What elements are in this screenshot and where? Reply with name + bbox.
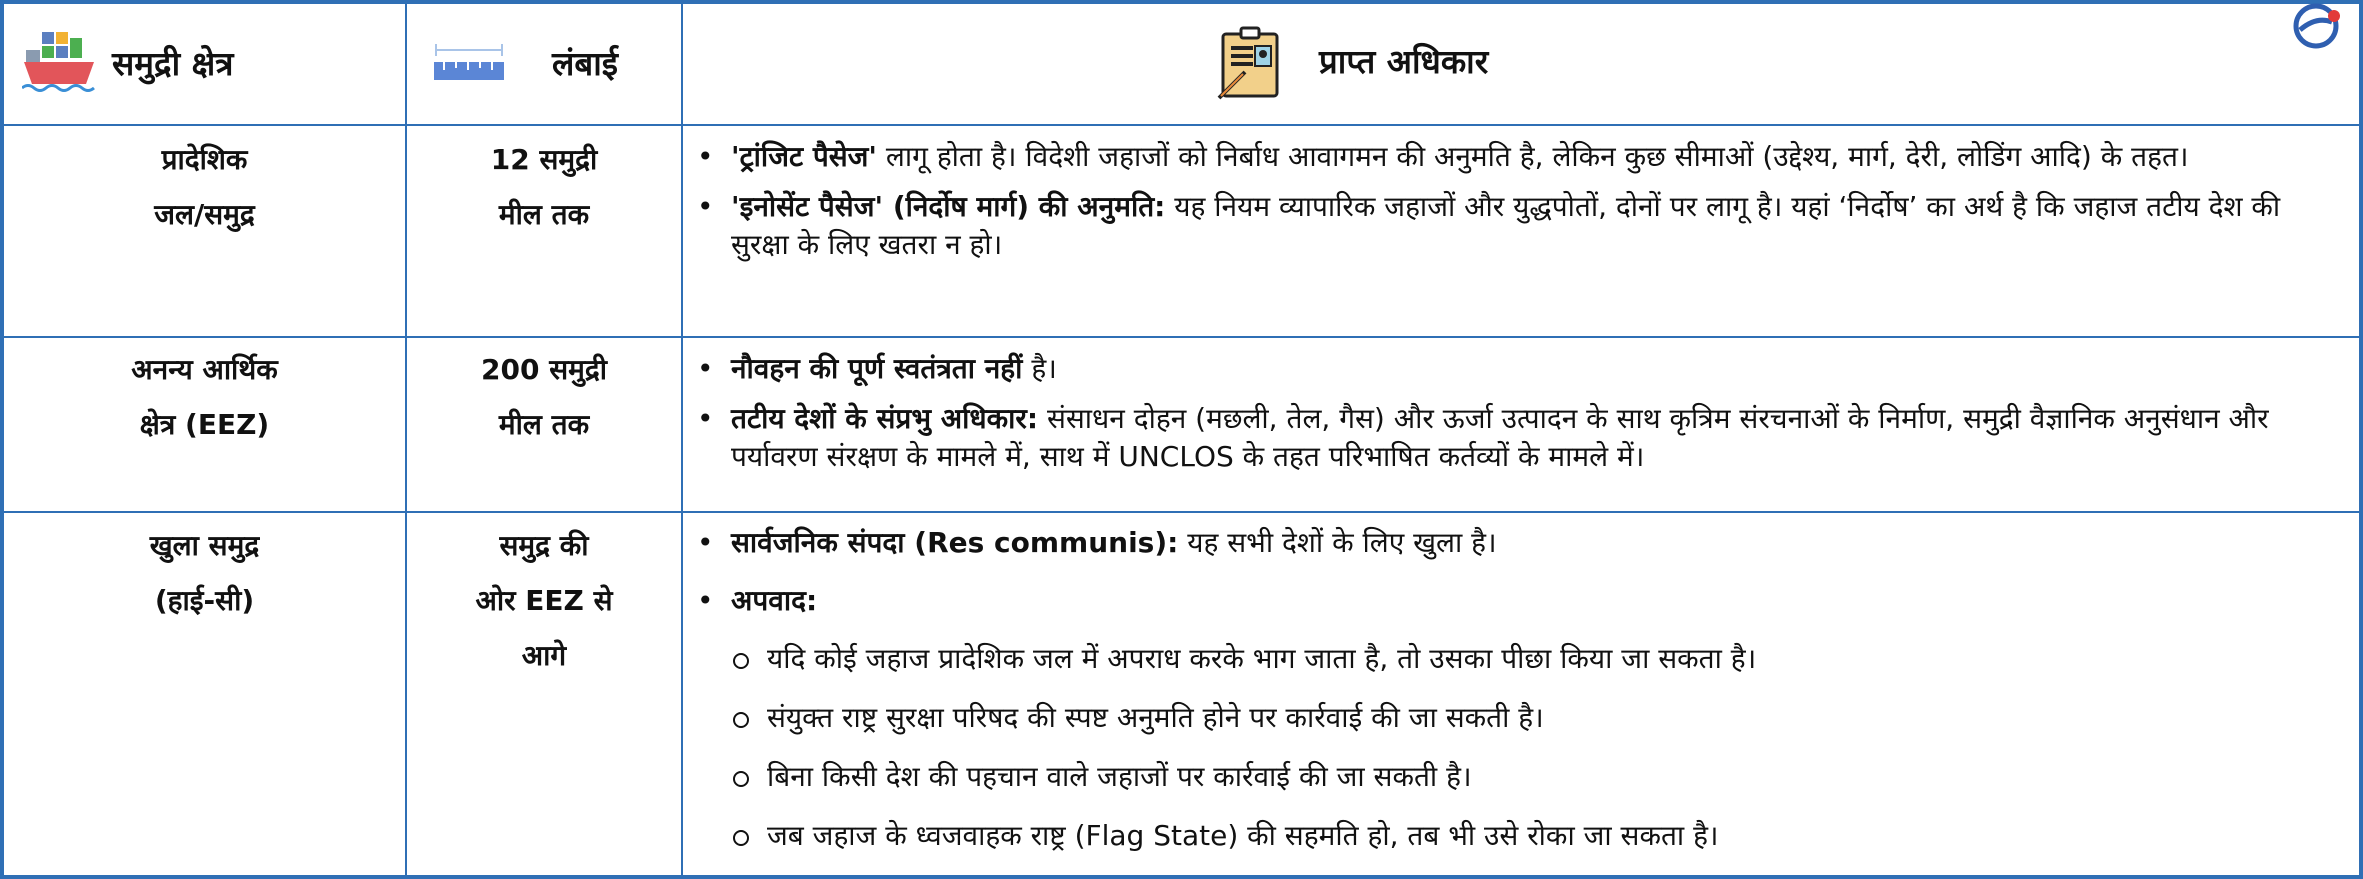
circle-bullet-icon <box>733 653 749 669</box>
list-item: • नौवहन की पूर्ण स्वतंत्रता नहीं है। <box>697 352 1057 385</box>
row-divider <box>0 336 2363 338</box>
sub-list-item <box>683 817 2343 876</box>
header-length <box>432 38 672 98</box>
bullet-bold: नौवहन की पूर्ण स्वतंत्रता नहीं <box>731 352 1023 385</box>
header-rights-label: प्राप्त अधिकार <box>1319 42 1489 81</box>
length-line: मील तक <box>498 408 590 441</box>
bullet-bold: तटीय देशों के संप्रभु अधिकार: <box>731 402 1039 435</box>
row1-length <box>407 132 681 242</box>
zone-line: खुला समुद्र <box>149 529 260 562</box>
sub-list-item <box>683 758 2343 817</box>
list-item: • तटीय देशों के संप्रभु अधिकार: संसाधन दोहन (मछली, तेल, गैस) और ऊर्जा उत्पादन के साथ कृत्रिम संरचनाओं के निर्माण, समुद्री वैज्ञानिक अनुसंधान और पर्यावरण संरक्षण के मामले में, साथ में UNCLOS के तहत परिभाषित कर्तव्यों के मामले में। <box>697 402 2269 473</box>
bullet-text: है। <box>1022 352 1057 385</box>
sub-bullet-text: यदि कोई जहाज प्रादेशिक जल में अपराध करके भाग जाता है, तो उसका पीछा किया जा सकता है। <box>767 642 1757 675</box>
row2-rights <box>683 350 2343 488</box>
row1-rights <box>683 138 2343 276</box>
list-item: • सार्वजनिक संपदा (Res communis): यह सभी देशों के लिए खुला है। <box>697 526 1497 559</box>
bullet-text: यह नियम व्यापारिक जहाजों और युद्धपोतों, दोनों पर लागू है। यहां ‘निर्दोष’ का अर्थ है कि जहाज तटीय देश की सुरक्षा के लिए खतरा न हो। <box>731 190 2281 261</box>
bullet-bold: 'ट्रांजिट पैसेज' <box>731 140 878 173</box>
ruler-icon <box>432 42 506 84</box>
zone-line: जल/समुद्र <box>154 198 255 231</box>
length-line: आगे <box>521 639 567 672</box>
list-item: • 'इनोसेंट पैसेज' (निर्दोष मार्ग) की अनुमति: यह नियम व्यापारिक जहाजों और युद्धपोतों, दोनों पर लागू है। यहां ‘निर्दोष’ का अर्थ है कि जहाज तटीय देश की सुरक्षा के लिए खतरा न हो। <box>697 190 2281 261</box>
row3-rights <box>683 524 2343 876</box>
row3-length <box>407 518 681 683</box>
bullet-text: संसाधन दोहन (मछली, तेल, गैस) और ऊर्जा उत्पादन के साथ कृत्रिम संरचनाओं के निर्माण, समुद्री वैज्ञानिक अनुसंधान और पर्यावरण संरक्षण के मामले में, साथ में UNCLOS के तहत परिभाषित कर्तव्यों के मामले में। <box>731 402 2269 473</box>
sub-bullet-text: बिना किसी देश की पहचान वाले जहाजों पर कार्रवाई की जा सकती है। <box>767 760 1472 793</box>
row3-zone <box>4 518 405 628</box>
circle-bullet-icon <box>733 771 749 787</box>
length-line: 12 समुद्री <box>490 143 598 176</box>
row1-zone <box>4 132 405 242</box>
bullet-bold: सार्वजनिक संपदा (Res communis): <box>731 526 1179 559</box>
sub-list-item <box>683 699 2343 758</box>
header-rights <box>1215 26 1635 106</box>
length-line: मील तक <box>498 198 590 231</box>
row2-zone <box>4 342 405 452</box>
length-line: ओर EEZ से <box>475 584 613 617</box>
row-divider <box>0 124 2363 126</box>
zone-line: क्षेत्र (EEZ) <box>139 408 270 441</box>
length-line: 200 समुद्री <box>481 353 607 386</box>
list-item: • अपवाद: <box>697 584 818 617</box>
document-clipboard-icon <box>1215 26 1291 102</box>
row2-length <box>407 342 681 452</box>
row-divider <box>0 511 2363 513</box>
zone-line: (हाई-सी) <box>154 584 255 617</box>
bullet-text: लागू होता है। विदेशी जहाजों को निर्बाध आवागमन की अनुमति है, लेकिन कुछ सीमाओं (उद्देश्य, मार्ग, देरी, लोडिंग आदि) के तहत। <box>877 140 2189 173</box>
bullet-bold: 'इनोसेंट पैसेज' (निर्दोष मार्ग) की अनुमति: <box>731 190 1166 223</box>
zone-line: अनन्य आर्थिक <box>131 353 278 386</box>
sub-list-item <box>683 640 2343 699</box>
header-zone-label: समुद्री क्षेत्र <box>112 44 234 83</box>
circle-bullet-icon <box>733 712 749 728</box>
header-zone <box>22 28 402 98</box>
list-item: • 'ट्रांजिट पैसेज' लागू होता है। विदेशी जहाजों को निर्बाध आवागमन की अनुमति है, लेकिन कुछ सीमाओं (उद्देश्य, मार्ग, देरी, लोडिंग आदि) के तहत। <box>697 140 2189 173</box>
length-line: समुद्र की <box>499 529 589 562</box>
zone-line: प्रादेशिक <box>161 143 248 176</box>
sub-bullet-text: संयुक्त राष्ट्र सुरक्षा परिषद की स्पष्ट अनुमति होने पर कार्रवाई की जा सकती है। <box>767 701 1544 734</box>
brand-logo-icon <box>2290 0 2350 50</box>
header-length-label: लंबाई <box>552 44 618 83</box>
sub-bullet-text: जब जहाज के ध्वजवाहक राष्ट्र (Flag State) की सहमति हो, तब भी उसे रोका जा सकता है। <box>767 819 1719 852</box>
bullet-text: यह सभी देशों के लिए खुला है। <box>1178 526 1497 559</box>
cargo-ship-icon <box>22 28 98 98</box>
circle-bullet-icon <box>733 830 749 846</box>
bullet-bold: अपवाद: <box>731 584 818 617</box>
